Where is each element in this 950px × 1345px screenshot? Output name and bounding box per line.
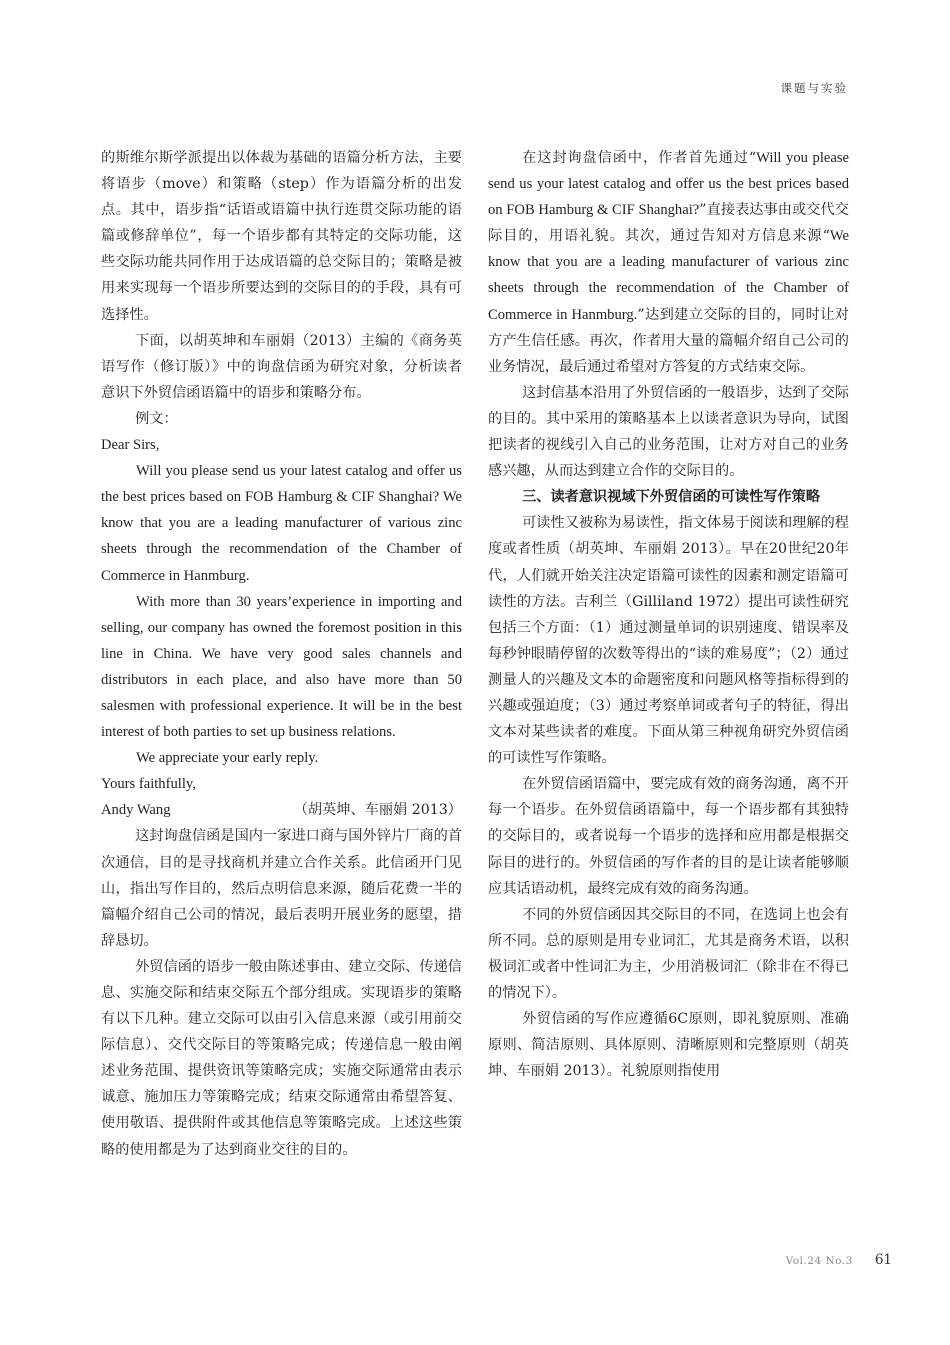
- body-text: ”达到建立交际的目的，同时让对方产生信任感。再次，作者用大量的篇幅介绍自己公司的业务情况，最后通过希望对方答复的方式结束交际。: [488, 306, 849, 375]
- left-column: [101, 145, 462, 1163]
- body-paragraph: 外贸信函的语步一般由陈述事由、建立交际、传递信息、实施交际和结束交际五个部分组成。实现语步的策略有以下几种。建立交际可以由引入信息来源（或引用前交际信息）、交代交际目的等策略完成；传递信息一般由阐述业务范围、提供资讯等策略完成；实施交际通常由表示诚意、施加压力等策略完成；结束交际通常由希望答复、使用敬语、提供附件或其他信息等策略完成。上述这些策略的使用都是为了达到商业交往的目的。: [101, 958, 462, 1158]
- quoted-letter-text: We know that you are a leading manufacturer of various zinc sheets through the recommendation of the Chamber of Commerce in Hanmburg.: [488, 228, 849, 323]
- letter-source-citation: （胡英坤、车丽娟 2013）: [293, 802, 462, 819]
- letter-signature-line: [101, 797, 462, 823]
- letter-paragraph: We appreciate your early reply.: [136, 750, 319, 767]
- page-number: 61: [874, 1252, 892, 1268]
- example-label: 例文：: [135, 410, 178, 427]
- body-paragraph: 不同的外贸信函因其交际目的不同，在选词上也会有所不同。总的原则是用专业词汇，尤其是商务术语，以积极词汇或者中性词汇为主，少用消极词汇（除非在不得已的情况下）。: [488, 906, 849, 1001]
- quoted-letter-text: Will you please send us your latest catalog and offer us the best prices based on FOB Hamburg & CIF Shanghai?: [488, 150, 849, 219]
- body-paragraph: 这封信基本沿用了外贸信函的一般语步，达到了交际的目的。其中采用的策略基本上以读者意识为导向，试图把读者的视线引入自己的业务范围，让对方对自己的业务感兴趣，从而达到建立合作的交际目的。: [488, 384, 849, 480]
- body-paragraph: [488, 145, 849, 380]
- body-paragraph: 下面，以胡英坤和车丽娟（2013）主编的《商务英语写作（修订版）》中的询盘信函为研究对象，分析读者意识下外贸信函语篇中的语步和策略分布。: [101, 332, 462, 401]
- letter-signer: Andy Wang: [101, 802, 171, 819]
- letter-paragraph: Will you please send us your latest catalog and offer us the best prices based on FOB Hamburg & CIF Shanghai? We know that you are a leading manufacturer of various zinc sheets through the recommendation of the Chamber of Commerce in Hanmburg.: [101, 463, 462, 584]
- running-header: 课题与实验: [780, 81, 848, 95]
- page-footer: [786, 1252, 892, 1268]
- body-paragraph: 在外贸信函语篇中，要完成有效的商务沟通，离不开每一个语步。在外贸信函语篇中，每一个语步都有其独特的交际目的，或者说每一个语步的选择和应用都是根据交际目的进行的。外贸信函的写作者的目的是让读者能够顺应其话语动机，最终完成有效的商务沟通。: [488, 776, 849, 897]
- right-column: [488, 145, 849, 1084]
- body-paragraph: 外贸信函的写作应遵循6C原则，即礼貌原则、准确原则、简洁原则、具体原则、清晰原则和完整原则（胡英坤、车丽娟 2013）。礼貌原则指使用: [488, 1011, 849, 1080]
- body-text: ”直接表达事由或交代交际目的，用语礼貌。其次，通过告知对方信息来源“: [488, 202, 849, 245]
- body-paragraph: 可读性又被称为易读性，指文体易于阅读和理解的程度或者性质（胡英坤、车丽娟 2013）。早在20世纪20年代，人们就开始关注决定语篇可读性的因素和测定语篇可读性的方法。吉利兰（Gilliland 1972）提出可读性研究包括三个方面：（1）通过测量单词的识别速度、错误率及每秒钟眼睛停留的次数等得出的“读的难易度”；（2）通过测量人的兴趣及文本的命题密度和问题风格等指标得到的兴趣或强迫度；（3）通过考察单词或者句子的特征，得出文本对某些读者的难度。下面从第三种视角研究外贸信函的可读性写作策略。: [488, 515, 849, 767]
- letter-salutation: Dear Sirs,: [101, 437, 160, 454]
- section-heading: 三、读者意识视域下外贸信函的可读性写作策略: [522, 489, 821, 506]
- body-text: 在这封询盘信函中，作者首先通过“: [522, 150, 757, 166]
- body-paragraph: 这封询盘信函是国内一家进口商与国外锌片厂商的首次通信，目的是寻找商机并建立合作关系。此信函开门见山，指出写作目的，然后点明信息来源，随后花费一半的篇幅介绍自己公司的情况，最后表明开展业务的愿望，措辞恳切。: [101, 828, 462, 949]
- volume-issue: Vol.24 No.3: [785, 1255, 853, 1267]
- body-paragraph: 的斯维尔斯学派提出以体裁为基础的语篇分析方法，主要将语步（move）和策略（step）作为语篇分析的出发点。其中，语步指“话语或语篇中执行连贯交际功能的语篇或修辞单位”，每一个语步都有其特定的交际功能，这些交际功能共同作用于达成语篇的总交际目的；策略是被用来实现每一个语步所要达到的交际目的的手段，具有可选择性。: [101, 150, 462, 323]
- letter-paragraph: With more than 30 years’experience in importing and selling, our company has owned the foremost position in this line in China. We have very good sales channels and distributors in each place, and also have more than 50 salesmen with professional experience. It will be in the best interest of both parties to set up business relations.: [101, 593, 462, 741]
- letter-closing: Yours faithfully,: [101, 776, 196, 793]
